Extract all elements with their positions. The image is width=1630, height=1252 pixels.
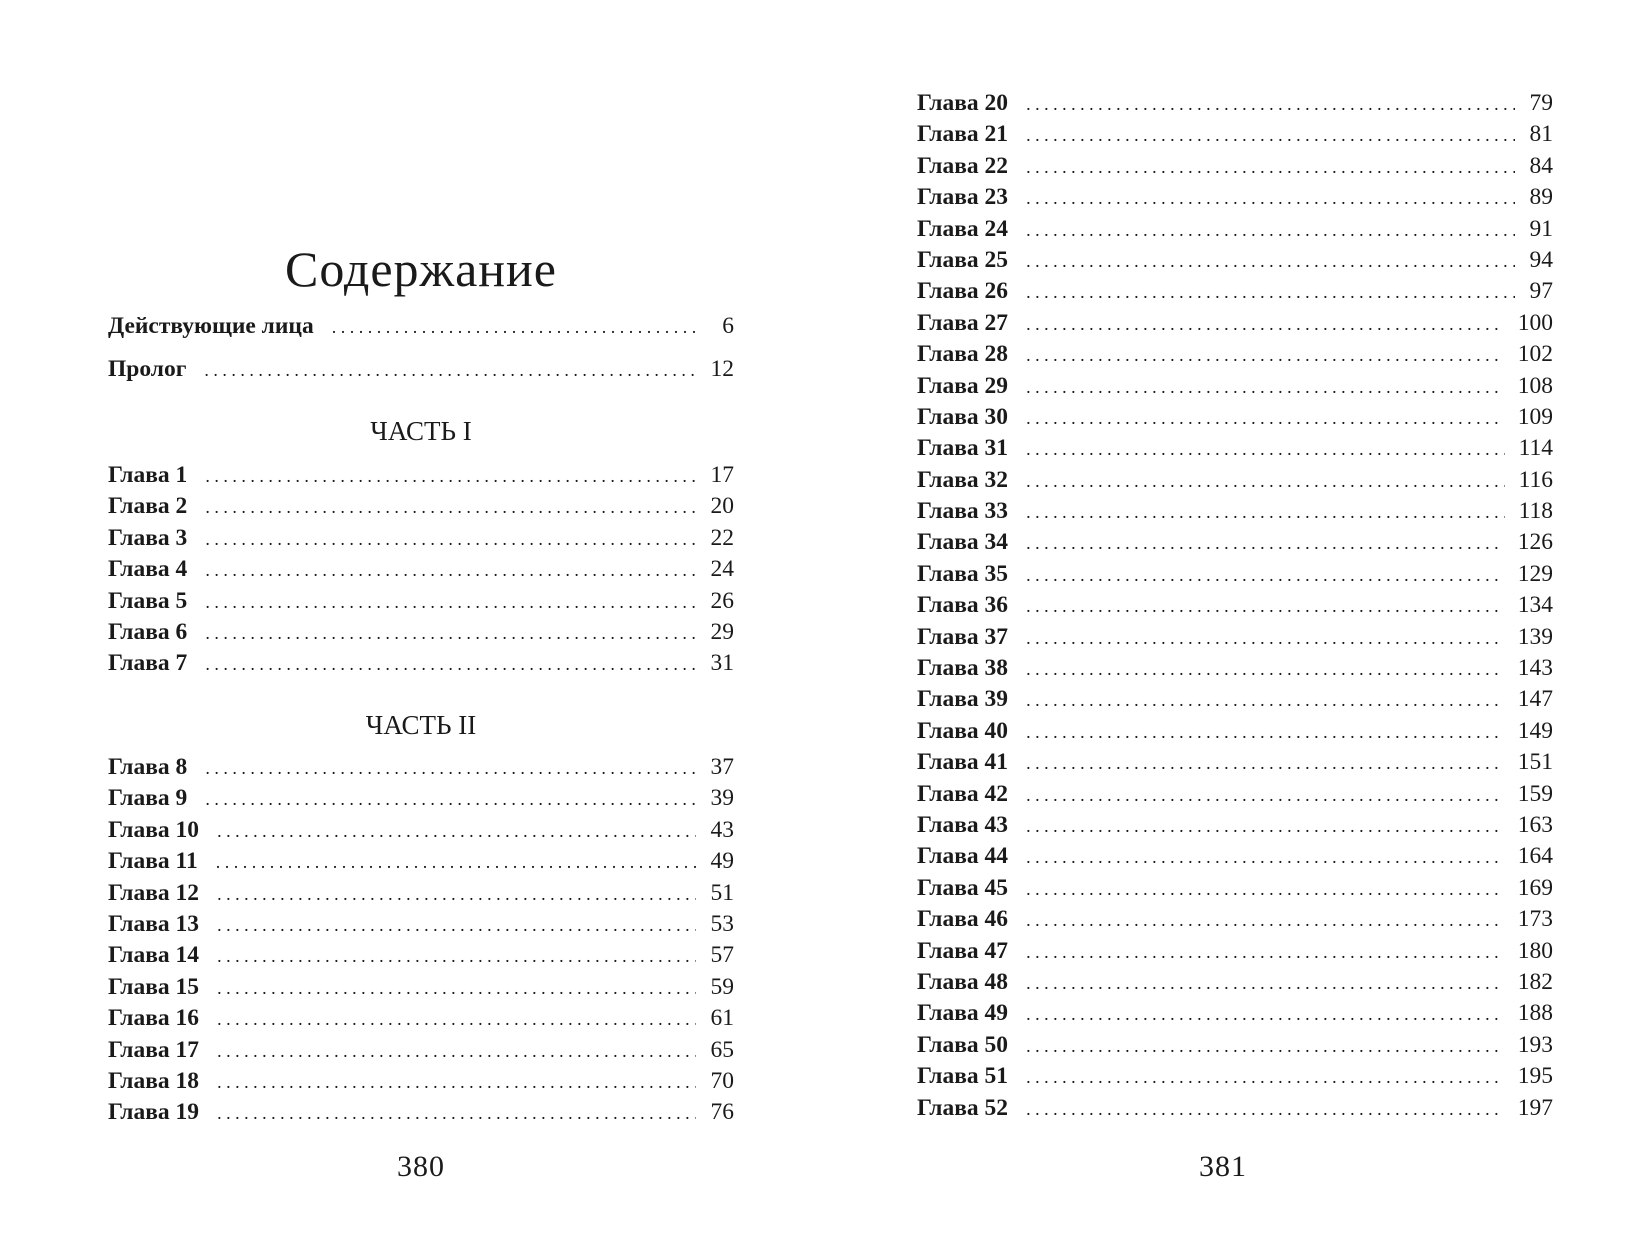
toc-entry-label: Глава 44 — [917, 843, 1009, 870]
toc-entry-page: 51 — [710, 879, 734, 906]
dot-leader — [205, 587, 696, 617]
dot-leader — [205, 461, 696, 491]
dot-leader — [204, 355, 696, 385]
dot-leader — [1026, 152, 1515, 182]
dot-leader — [1026, 591, 1504, 621]
dot-leader — [1026, 183, 1515, 213]
toc-entry-page: 94 — [1529, 246, 1553, 273]
chapter-list — [917, 88, 1553, 1124]
toc-entry-label: Глава 32 — [917, 466, 1009, 493]
part1-chapter-list — [108, 460, 734, 680]
dot-leader — [1026, 372, 1504, 402]
toc-entry-page: 70 — [710, 1067, 734, 1094]
toc-entry — [917, 527, 1553, 558]
toc-entry-label: Глава 23 — [917, 184, 1009, 211]
toc-entry-page: 116 — [1518, 466, 1553, 493]
toc-entry-page: 20 — [710, 493, 734, 520]
right-page — [815, 0, 1630, 1252]
toc-entry-label: Глава 8 — [108, 754, 188, 780]
dot-leader — [1026, 560, 1504, 590]
toc-entry — [917, 1061, 1553, 1092]
toc-entry-label: Глава 20 — [917, 90, 1009, 116]
toc-entry-label: Глава 49 — [917, 1000, 1009, 1027]
toc-entry-page: 89 — [1529, 184, 1553, 211]
toc-entry-page: 17 — [710, 462, 734, 488]
toc-entry-label: Глава 4 — [108, 556, 188, 583]
dot-leader — [217, 816, 696, 846]
toc-entry-page: 84 — [1529, 152, 1553, 179]
front-matter-list — [108, 311, 734, 386]
dot-leader — [1026, 246, 1515, 276]
toc-entry-label: Глава 17 — [108, 1036, 200, 1063]
toc-entry — [917, 810, 1553, 841]
toc-entry-page: 59 — [710, 973, 734, 1000]
toc-entry-page: 129 — [1517, 560, 1553, 587]
toc-entry-label: Глава 11 — [108, 848, 198, 875]
dot-leader — [1026, 748, 1504, 778]
toc-entry-page: 6 — [722, 313, 734, 339]
dot-leader — [1026, 937, 1504, 967]
dot-leader — [1026, 215, 1515, 245]
toc-entry-label: Глава 33 — [917, 498, 1009, 525]
dot-leader — [1026, 623, 1504, 653]
toc-entry — [108, 491, 734, 522]
part-heading-2: ЧАСТЬ II — [365, 710, 477, 740]
toc-entry — [917, 967, 1553, 998]
toc-entry-label: Глава 34 — [917, 529, 1009, 556]
toc-entry-page: 22 — [710, 524, 734, 551]
toc-entry — [917, 716, 1553, 747]
page-number: 380 — [397, 1150, 445, 1183]
toc-entry-page: 147 — [1517, 686, 1553, 713]
toc-entry-label: Глава 13 — [108, 910, 200, 937]
dot-leader — [1026, 717, 1504, 747]
dot-leader — [205, 649, 696, 679]
toc-entry-label: Глава 28 — [917, 341, 1009, 368]
dot-leader — [1026, 968, 1504, 998]
toc-entry-label: Глава 1 — [108, 462, 188, 488]
dot-leader — [1026, 1062, 1504, 1092]
toc-entry — [108, 617, 734, 648]
toc-entry — [108, 354, 734, 385]
toc-entry — [917, 119, 1553, 150]
toc-entry-page: 139 — [1517, 623, 1553, 650]
toc-entry — [917, 339, 1553, 370]
toc-entry — [108, 940, 734, 971]
toc-entry-page: 180 — [1517, 937, 1553, 964]
dot-leader — [1026, 999, 1504, 1029]
dot-leader — [217, 1036, 696, 1066]
toc-entry-page: 151 — [1517, 749, 1553, 776]
toc-entry-page: 37 — [710, 754, 734, 780]
toc-entry-page: 29 — [710, 618, 734, 645]
toc-entry — [108, 1097, 734, 1128]
dot-leader — [217, 973, 696, 1003]
toc-entry-label: Глава 22 — [917, 152, 1009, 179]
toc-entry-page: 100 — [1517, 309, 1553, 336]
toc-entry-page: 197 — [1517, 1094, 1553, 1121]
dot-leader — [1026, 842, 1504, 872]
toc-entry — [917, 684, 1553, 715]
dot-leader — [217, 941, 696, 971]
dot-leader — [1026, 1094, 1504, 1124]
toc-entry-label: Действующие лица — [108, 313, 314, 339]
toc-entry-page: 182 — [1517, 968, 1553, 995]
toc-entry-label: Глава 2 — [108, 493, 188, 520]
toc-entry — [917, 998, 1553, 1029]
toc-entry-page: 39 — [710, 785, 734, 812]
toc-entry-label: Глава 36 — [917, 592, 1009, 619]
dot-leader — [217, 1067, 696, 1097]
toc-entry — [108, 586, 734, 617]
toc-entry-page: 43 — [710, 816, 734, 843]
dot-leader — [205, 753, 696, 783]
toc-entry-page: 91 — [1529, 215, 1553, 242]
toc-entry-label: Глава 39 — [917, 686, 1009, 713]
toc-entry — [917, 622, 1553, 653]
toc-entry-label: Глава 46 — [917, 906, 1009, 933]
toc-entry — [108, 1035, 734, 1066]
toc-entry-label: Глава 24 — [917, 215, 1009, 242]
toc-entry — [917, 496, 1553, 527]
toc-entry-page: 79 — [1529, 90, 1553, 116]
toc-entry — [108, 878, 734, 909]
toc-entry-label: Глава 9 — [108, 785, 188, 812]
toc-entry-label: Глава 16 — [108, 1005, 200, 1032]
toc-entry-label: Глава 35 — [917, 560, 1009, 587]
toc-entry-label: Глава 10 — [108, 816, 200, 843]
dot-leader — [1026, 466, 1505, 496]
toc-entry — [108, 752, 734, 783]
toc-entry — [108, 783, 734, 814]
dot-leader — [217, 879, 696, 909]
dot-leader — [1026, 874, 1504, 904]
toc-entry — [108, 460, 734, 491]
toc-entry-label: Глава 40 — [917, 717, 1009, 744]
toc-entry-label: Глава 38 — [917, 655, 1009, 682]
toc-entry-label: Глава 25 — [917, 246, 1009, 273]
dot-leader — [205, 784, 696, 814]
toc-entry-label: Глава 3 — [108, 524, 188, 551]
toc-entry-page: 149 — [1517, 717, 1553, 744]
toc-entry-page: 65 — [710, 1036, 734, 1063]
toc-entry — [108, 523, 734, 554]
dot-leader — [1026, 905, 1504, 935]
toc-entry — [917, 653, 1553, 684]
dot-leader — [1026, 1031, 1504, 1061]
toc-entry-page: 195 — [1517, 1063, 1553, 1090]
toc-entry-label: Глава 42 — [917, 780, 1009, 807]
toc-entry — [917, 465, 1553, 496]
dot-leader — [1026, 120, 1515, 150]
toc-entry-label: Глава 50 — [917, 1031, 1009, 1058]
toc-entry — [108, 554, 734, 585]
toc-entry — [917, 433, 1553, 464]
toc-entry-page: 163 — [1517, 811, 1553, 838]
toc-entry-label: Глава 47 — [917, 937, 1009, 964]
toc-entry — [917, 402, 1553, 433]
toc-entry — [917, 182, 1553, 213]
dot-leader — [1026, 811, 1504, 841]
toc-entry — [917, 590, 1553, 621]
toc-entry-page: 61 — [710, 1005, 734, 1032]
toc-entry-label: Глава 5 — [108, 587, 188, 614]
dot-leader — [217, 910, 696, 940]
toc-entry-label: Глава 14 — [108, 942, 200, 969]
toc-entry-page: 81 — [1529, 121, 1553, 148]
toc-entry-page: 159 — [1517, 780, 1553, 807]
toc-entry — [917, 747, 1553, 778]
toc-entry — [108, 1066, 734, 1097]
toc-entry-page: 57 — [710, 942, 734, 969]
toc-entry-label: Глава 41 — [917, 749, 1009, 776]
dot-leader — [205, 555, 696, 585]
toc-entry-label: Глава 31 — [917, 435, 1009, 462]
toc-entry-page: 97 — [1529, 278, 1553, 305]
dot-leader — [1026, 403, 1504, 433]
toc-title: Содержание — [285, 240, 557, 297]
toc-entry-label: Глава 19 — [108, 1099, 200, 1126]
toc-entry-page: 188 — [1517, 1000, 1553, 1027]
toc-entry — [108, 909, 734, 940]
toc-entry-label: Глава 51 — [917, 1063, 1009, 1090]
toc-entry-label: Глава 37 — [917, 623, 1009, 650]
toc-entry — [917, 151, 1553, 182]
toc-entry-label: Глава 48 — [917, 968, 1009, 995]
dot-leader — [1026, 277, 1515, 307]
toc-entry — [108, 311, 734, 342]
dot-leader — [1026, 434, 1505, 464]
toc-entry-page: 53 — [710, 910, 734, 937]
toc-entry-label: Глава 45 — [917, 874, 1009, 901]
toc-entry-page: 173 — [1517, 906, 1553, 933]
toc-entry-label: Глава 6 — [108, 618, 188, 645]
toc-entry — [917, 936, 1553, 967]
toc-entry — [917, 1030, 1553, 1061]
toc-entry-page: 109 — [1517, 403, 1553, 430]
dot-leader — [1026, 340, 1504, 370]
toc-entry — [108, 1003, 734, 1034]
toc-entry-page: 108 — [1517, 372, 1553, 399]
part-heading-1: ЧАСТЬ I — [370, 416, 472, 446]
toc-entry — [108, 972, 734, 1003]
toc-entry-label: Глава 12 — [108, 879, 200, 906]
dot-leader — [1026, 685, 1504, 715]
toc-entry-page: 12 — [710, 356, 734, 383]
toc-entry-label: Глава 15 — [108, 973, 200, 1000]
toc-entry — [917, 904, 1553, 935]
toc-entry-page: 26 — [710, 587, 734, 614]
toc-entry — [917, 1093, 1553, 1124]
dot-leader — [1026, 780, 1504, 810]
dot-leader — [205, 524, 696, 554]
toc-entry-page: 169 — [1517, 874, 1553, 901]
dot-leader — [1026, 309, 1504, 339]
toc-entry — [917, 276, 1553, 307]
toc-entry-label: Глава 7 — [108, 650, 188, 677]
toc-entry-page: 114 — [1518, 435, 1553, 462]
toc-entry-label: Глава 52 — [917, 1094, 1009, 1121]
toc-entry-label: Глава 18 — [108, 1067, 200, 1094]
page-number: 381 — [1199, 1150, 1247, 1183]
dot-leader — [1026, 528, 1504, 558]
toc-entry-page: 49 — [710, 848, 734, 875]
toc-entry-page: 102 — [1517, 341, 1553, 368]
dot-leader — [217, 1098, 696, 1128]
dot-leader — [205, 618, 696, 648]
toc-entry — [917, 245, 1553, 276]
dot-leader — [1026, 654, 1504, 684]
toc-entry — [917, 308, 1553, 339]
part2-chapter-list — [108, 752, 734, 1129]
toc-entry-label: Глава 29 — [917, 372, 1009, 399]
toc-entry — [108, 648, 734, 679]
dot-leader — [332, 312, 696, 342]
dot-leader — [205, 492, 696, 522]
dot-leader — [216, 847, 696, 877]
toc-entry — [917, 873, 1553, 904]
dot-leader — [217, 1004, 696, 1034]
toc-entry-page: 76 — [710, 1099, 734, 1126]
toc-entry-label: Глава 43 — [917, 811, 1009, 838]
toc-entry — [917, 559, 1553, 590]
toc-entry-page: 24 — [710, 556, 734, 583]
toc-entry-label: Глава 26 — [917, 278, 1009, 305]
toc-entry-page: 134 — [1517, 592, 1553, 619]
toc-entry-page: 118 — [1518, 498, 1553, 525]
toc-entry-label: Глава 21 — [917, 121, 1009, 148]
toc-entry-page: 31 — [710, 650, 734, 677]
toc-entry-page: 143 — [1517, 655, 1553, 682]
toc-entry — [917, 88, 1553, 119]
toc-entry — [917, 841, 1553, 872]
dot-leader — [1026, 89, 1515, 119]
toc-entry-page: 193 — [1517, 1031, 1553, 1058]
toc-entry-label: Пролог — [108, 356, 187, 383]
toc-entry-label: Глава 30 — [917, 403, 1009, 430]
toc-entry — [108, 815, 734, 846]
toc-entry — [917, 779, 1553, 810]
toc-entry — [108, 846, 734, 877]
toc-entry — [917, 371, 1553, 402]
toc-entry-page: 164 — [1517, 843, 1553, 870]
toc-entry — [917, 214, 1553, 245]
toc-entry-page: 126 — [1517, 529, 1553, 556]
dot-leader — [1026, 497, 1505, 527]
toc-entry-label: Глава 27 — [917, 309, 1009, 336]
